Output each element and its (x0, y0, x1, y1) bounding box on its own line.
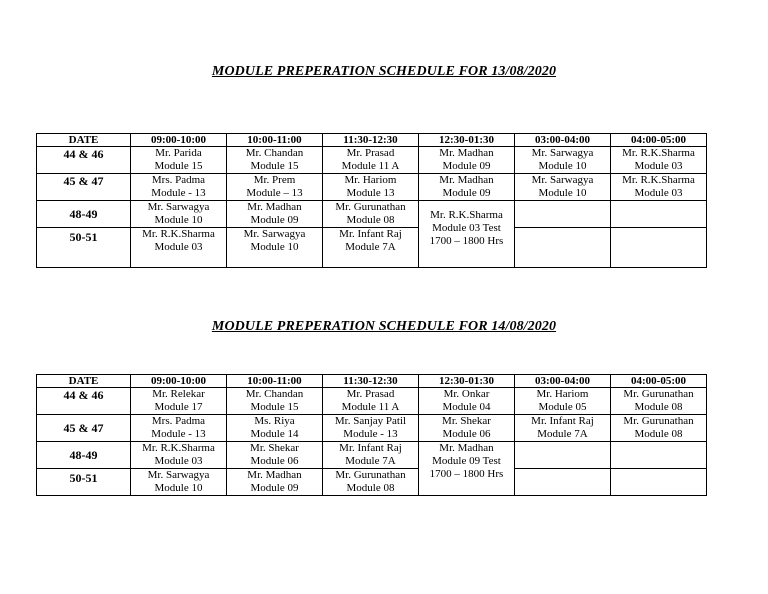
table-cell (611, 442, 707, 469)
header-slot: 12:30-01:30 (419, 134, 515, 147)
row-date: 45 & 47 (37, 174, 131, 201)
table-cell: Mr. R.K.Sharma Module 03 (131, 228, 227, 268)
table-cell: Mr. R.K.Sharma Module 03 Test 1700 – 1800 Hrs (419, 201, 515, 268)
row-date: 44 & 46 (37, 147, 131, 174)
table-header-row (37, 375, 707, 388)
table-cell: Mr. Prem Module – 13 (227, 174, 323, 201)
table-cell: Mr. Sarwagya Module 10 (515, 174, 611, 201)
header-slot: 03:00-04:00 (515, 375, 611, 388)
header-slot: 10:00-11:00 (227, 134, 323, 147)
table-cell: Mr. Chandan Module 15 (227, 388, 323, 415)
table-cell: Mrs. Padma Module - 13 (131, 174, 227, 201)
table-cell: Mr. Madhan Module 09 (419, 174, 515, 201)
table-cell: Mr. Madhan Module 09 Test 1700 – 1800 Hrs (419, 442, 515, 496)
table-cell: Mr. Hariom Module 13 (323, 174, 419, 201)
table-cell: Mr. Madhan Module 09 (227, 469, 323, 496)
table-cell: Ms. Riya Module 14 (227, 415, 323, 442)
table-cell: Mr. Shekar Module 06 (227, 442, 323, 469)
table-cell: Mr. Onkar Module 04 (419, 388, 515, 415)
header-slot: 04:00-05:00 (611, 134, 707, 147)
table-row (37, 442, 707, 469)
table-cell: Mr. Gurunathan Module 08 (611, 415, 707, 442)
row-date: 44 & 46 (37, 388, 131, 415)
schedule-title: MODULE PREPERATION SCHEDULE FOR 13/08/2020 (211, 64, 557, 79)
table-header-row (37, 134, 707, 147)
table-cell: Mr. Relekar Module 17 (131, 388, 227, 415)
table-cell: Mrs. Padma Module - 13 (131, 415, 227, 442)
row-date: 48-49 (37, 201, 131, 228)
header-date: DATE (37, 134, 131, 147)
row-date: 45 & 47 (37, 415, 131, 442)
table-cell (515, 442, 611, 469)
table-cell: Mr. R.K.Sharma Module 03 (131, 442, 227, 469)
table-cell (515, 469, 611, 496)
table-row (37, 147, 707, 174)
table-cell: Mr. Sarwagya Module 10 (515, 147, 611, 174)
table-cell: Mr. R.K.Sharma Module 03 (611, 147, 707, 174)
table-cell: Mr. Shekar Module 06 (419, 415, 515, 442)
table-cell (515, 228, 611, 268)
table-cell: Mr. Madhan Module 09 (227, 201, 323, 228)
table-cell: Mr. Gurunathan Module 08 (611, 388, 707, 415)
table-row (37, 469, 707, 496)
table-cell: Mr. Infant Raj Module 7A (323, 228, 419, 268)
table-row (37, 415, 707, 442)
table-cell: Mr. Sarwagya Module 10 (131, 201, 227, 228)
row-date: 50-51 (37, 228, 131, 268)
table-cell: Mr. Prasad Module 11 A (323, 147, 419, 174)
table-cell: Mr. Sarwagya Module 10 (227, 228, 323, 268)
schedule-table (36, 133, 707, 268)
table-row (37, 228, 707, 268)
table-cell: Mr. Hariom Module 05 (515, 388, 611, 415)
header-slot: 03:00-04:00 (515, 134, 611, 147)
table-cell: Mr. Madhan Module 09 (419, 147, 515, 174)
table-cell: Mr. Infant Raj Module 7A (323, 442, 419, 469)
schedule-table (36, 374, 707, 496)
table-row (37, 201, 707, 228)
header-slot: 09:00-10:00 (131, 375, 227, 388)
table-cell: Mr. Gurunathan Module 08 (323, 469, 419, 496)
table-row (37, 174, 707, 201)
header-slot: 10:00-11:00 (227, 375, 323, 388)
header-slot: 12:30-01:30 (419, 375, 515, 388)
row-date: 50-51 (37, 469, 131, 496)
header-slot: 04:00-05:00 (611, 375, 707, 388)
schedule-title: MODULE PREPERATION SCHEDULE FOR 14/08/2020 (211, 319, 557, 334)
header-slot: 11:30-12:30 (323, 134, 419, 147)
header-date: DATE (37, 375, 131, 388)
table-cell (611, 469, 707, 496)
table-cell: Mr. Gurunathan Module 08 (323, 201, 419, 228)
table-cell: Mr. R.K.Sharma Module 03 (611, 174, 707, 201)
table-cell (611, 228, 707, 268)
table-cell: Mr. Infant Raj Module 7A (515, 415, 611, 442)
table-row (37, 388, 707, 415)
table-cell (611, 201, 707, 228)
row-date: 48-49 (37, 442, 131, 469)
table-cell: Mr. Sarwagya Module 10 (131, 469, 227, 496)
table-cell: Mr. Sanjay Patil Module - 13 (323, 415, 419, 442)
table-cell: Mr. Chandan Module 15 (227, 147, 323, 174)
table-cell: Mr. Prasad Module 11 A (323, 388, 419, 415)
header-slot: 11:30-12:30 (323, 375, 419, 388)
table-cell (515, 201, 611, 228)
header-slot: 09:00-10:00 (131, 134, 227, 147)
table-cell: Mr. Parida Module 15 (131, 147, 227, 174)
